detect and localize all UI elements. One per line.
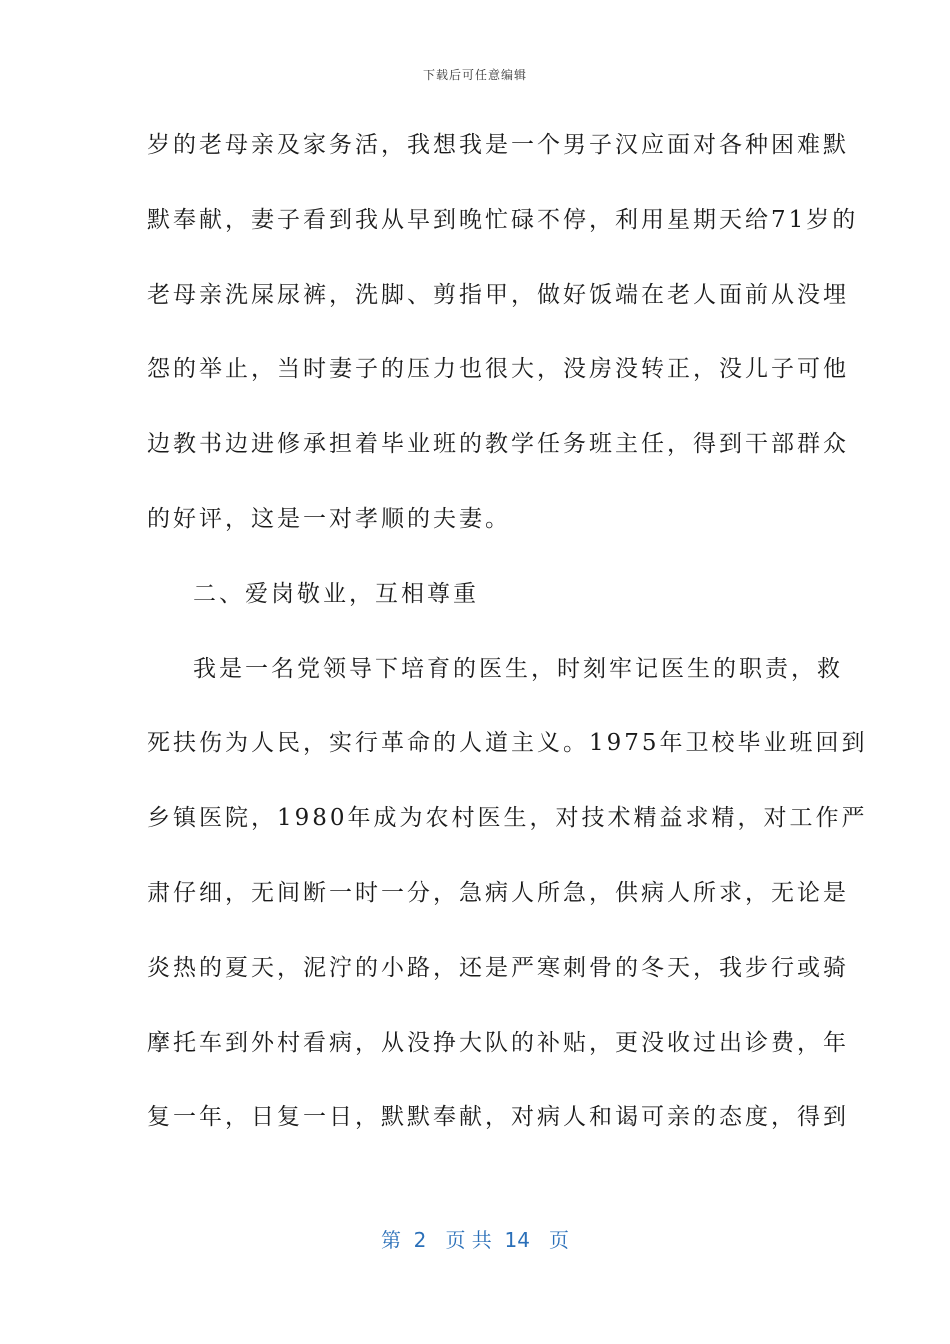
paragraph-start-line: 我是一名党领导下培育的医生，时刻牢记医生的职责，救 [193, 655, 843, 682]
text-line: 岁的老母亲及家务活，我想我是一个男子汉应面对各种困难默 [147, 132, 849, 158]
section-heading: 二、爱岗敬业，互相尊重 [193, 580, 479, 607]
text-line: 死扶伤为人民，实行革命的人道主义。1975年卫校毕业班回到 [147, 730, 868, 757]
text-line: 复一年，日复一日，默默奉献，对病人和谒可亲的态度，得到 [147, 1104, 849, 1131]
document-body [147, 122, 868, 1169]
text-line: 怨的举止，当时妻子的压力也很大，没房没转正，没儿子可他 [147, 356, 849, 383]
text-line: 炎热的夏天，泥泞的小路，还是严寒刺骨的冬天，我步行或骑 [147, 954, 849, 981]
page-number-footer: 第 2 页 共 14 页 [380, 1228, 570, 1252]
text-line: 肃仔细，无间断一时一分，急病人所急，供病人所求，无论是 [147, 879, 849, 906]
text-line: 老母亲洗屎尿裤，洗脚、剪指甲，做好饭端在老人面前从没埋 [147, 281, 849, 308]
text-line: 乡镇医院，1980年成为农村医生，对技术精益求精，对工作严 [147, 805, 868, 832]
page-header: 下载后可任意编辑 [422, 68, 527, 82]
text-line: 默奉献，妻子看到我从早到晚忙碌不停，利用星期天给71岁的 [147, 206, 859, 233]
text-line: 的好评，这是一对孝顺的夫妻。 [147, 505, 511, 532]
text-line: 边教书边进修承担着毕业班的教学任务班主任，得到干部群众 [147, 431, 849, 458]
text-line: 摩托车到外村看病，从没挣大队的补贴，更没收过出诊费，年 [147, 1029, 849, 1056]
